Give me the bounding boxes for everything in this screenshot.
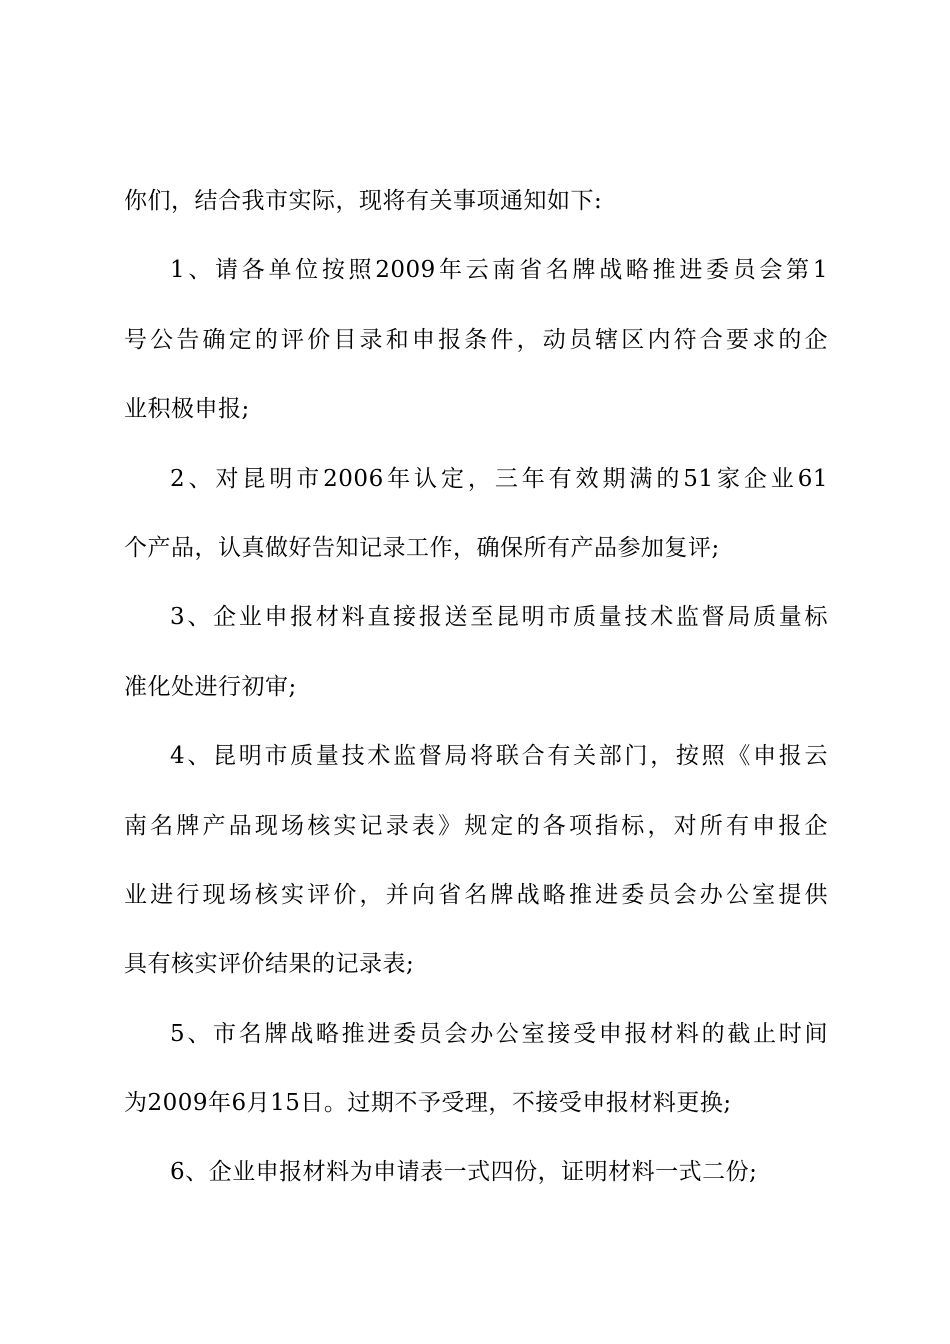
document-body — [124, 172, 828, 1213]
text-line: 个产品，认真做好告知记录工作，确保所有产品参加复评; — [124, 534, 720, 561]
text-line: 3、企业申报材料直接报送至昆明市质量技术监督局质量标 — [170, 604, 828, 631]
text-line: 你们，结合我市实际，现将有关事项通知如下: — [124, 188, 603, 214]
text-line: 号公告确定的评价目录和申报条件，动员辖区内符合要求的企 — [124, 326, 828, 353]
text-line: 为2009年6月15日。过期不予受理，不接受申报材料更换; — [124, 1090, 732, 1117]
text-line: 业积极申报; — [124, 396, 250, 423]
text-line: 业进行现场核实评价，并向省名牌战略推进委员会办公室提供 — [124, 881, 828, 908]
text-line: 准化处进行初审; — [124, 673, 297, 700]
text-line: 南名牌产品现场核实记录表》规定的各项指标，对所有申报企 — [124, 812, 828, 839]
text-line: 6、企业申报材料为申请表一式四份，证明材料一式二份; — [170, 1159, 758, 1186]
text-line: 1、请各单位按照2009年云南省名牌战略推进委员会第1 — [170, 257, 828, 284]
text-line: 具有核实评价结果的记录表; — [124, 951, 415, 978]
text-line: 5、市名牌战略推进委员会办公室接受申报材料的截止时间 — [170, 1020, 828, 1047]
text-line: 2、对昆明市2006年认定，三年有效期满的51家企业61 — [170, 465, 828, 492]
text-line: 4、昆明市质量技术监督局将联合有关部门，按照《申报云 — [170, 743, 828, 770]
